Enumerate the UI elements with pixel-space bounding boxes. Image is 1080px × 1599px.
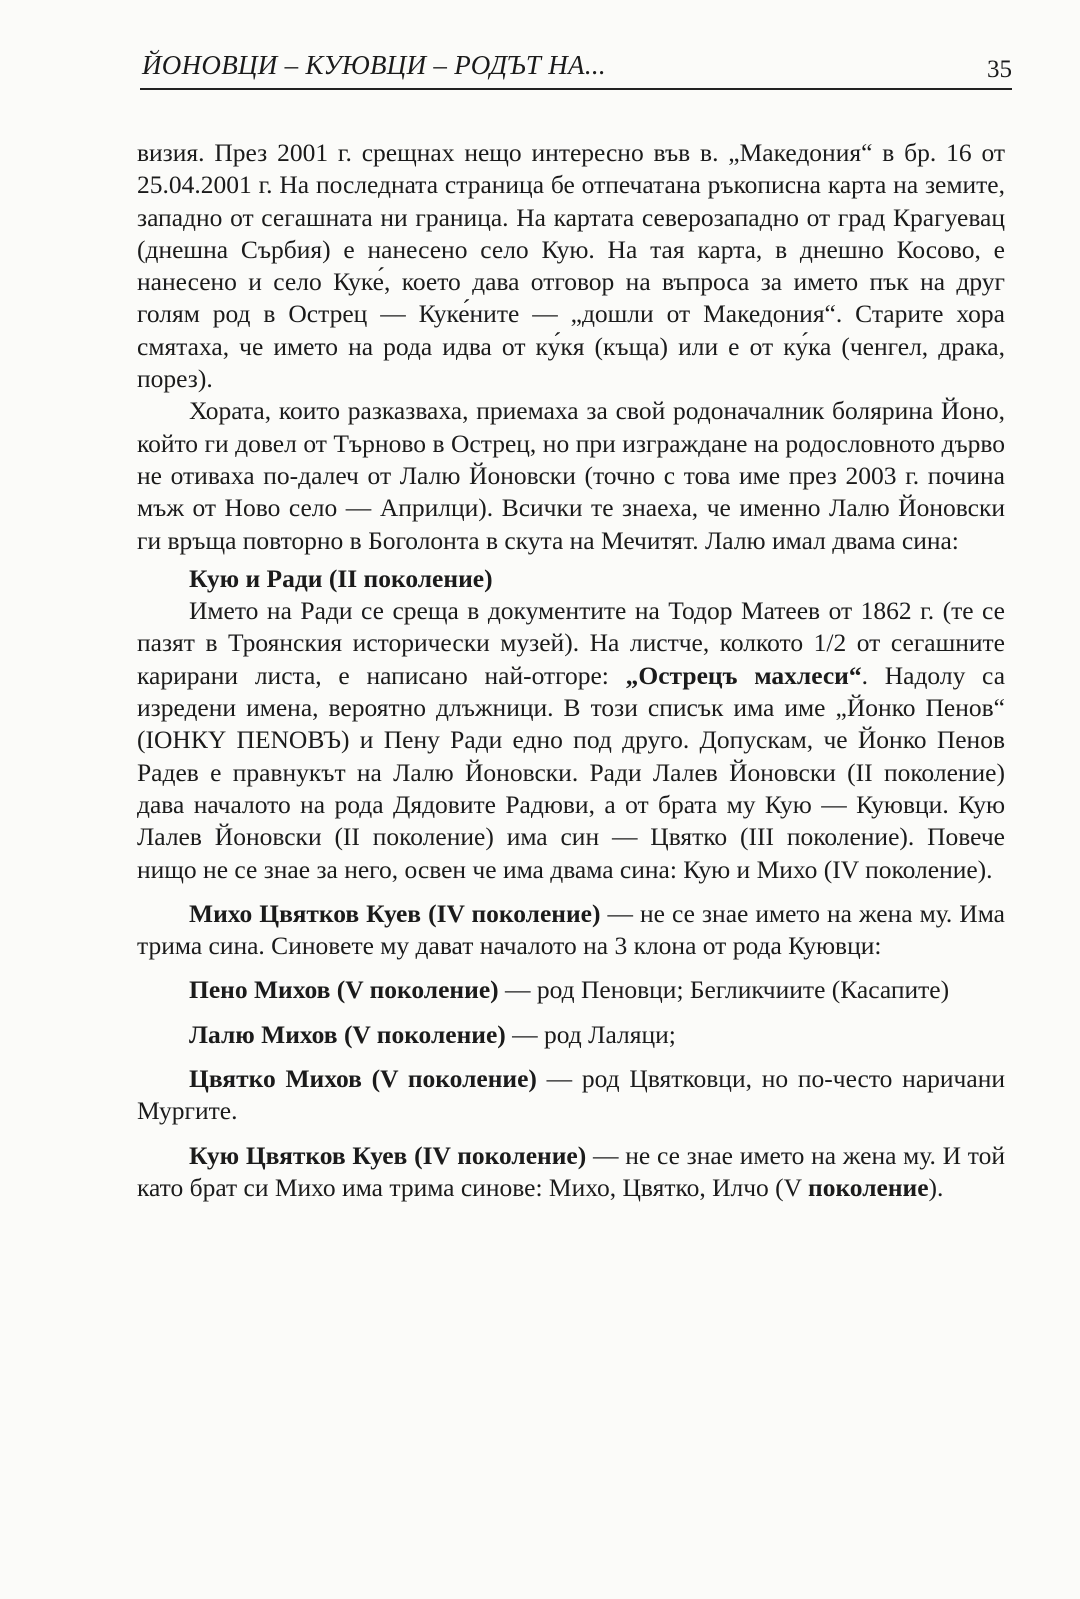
paragraph-tsvyatko: Цвятко Михов (V поколение) — род Цвятковци, но по-често наричани Мургите. (137, 1064, 1005, 1126)
paragraph-miho: Михо Цвятков Куев (IV поколение) — не се знае името на жена му. Има трима сина. Синовете му дават началото на 3 клона от рода Куювци: (137, 898, 1005, 961)
section-heading: Кую и Ради (II поколение) (189, 563, 493, 593)
running-title: ЙОНОВЦИ – КУЮВЦИ – РОДЪТ НА... (142, 50, 606, 80)
paragraph-ancestors: Хората, които разказваха, приемаха за свой родоначалник болярина Йоно, който ги довел от Търново в Острец, но при изграждане на родословното дърво не отиваха по-далеч от Лалю Йоновски (точно с това име през 2003 г. почина мъж от Ново село — Априлци). Всички те знаеха, че именно Лалю Йоновски ги връща повторно в Боголонта в скута на Мечитят. Лалю имал двама сина: (137, 396, 1005, 555)
paragraph-peno: Пено Михов (V поколение) — род Пеновци; Бегликчиите (Касапите) (189, 975, 950, 1005)
page-number: 35 (987, 56, 1012, 83)
header-rule (140, 88, 1012, 90)
page-header (142, 40, 1012, 90)
paragraph-continuation: визия. През 2001 г. срещнах нещо интересно във в. „Македония“ в бр. 16 от 25.04.2001 г. На последната страница бе отпечатана ръкописна карта на земите, западно от сегашната ни граница. На картата северозападно от град Крагуевац (днешна Сърбия) е нанесено село Кую. На тая карта, в днешно Косово, е нанесено и село Куке́, което дава отговор на въпроса за името пък на друг голям род в Острец — Куке́ните — „дошли от Македония“. Старите хора смятаха, че името на рода идва от ку́кя (къща) или е от ку́ка (ченгел, драка, порез). (137, 138, 1005, 394)
paragraph-radi: Името на Ради се среща в документите на Тодор Матеев от 1862 г. (те се пазят в Троянския исторически музей). На листче, колкото 1/2 от сегашните карирани листа, е написано най-отгоре: „Острецъ махлеси“. Надолу са изредени имена, вероятно длъжници. В този списък има име „Йонко Пенов“ (ІОНКҮ ПЕNОВЪ) и Пену Ради едно под друго. Допускам, че Йонко Пенов Радев е правнукът на Лалю Йоновски. Ради Лалев Йоновски (II поколение) дава началото на рода Дядовите Радюви, а от брата му Кую — Куювци. Кую Лалев Йоновски (II поколение) има син — Цвятко (III поколение). Повече нищо не се знае за него, освен че има двама сина: Кую и Михо (IV поколение). (137, 596, 1006, 884)
paragraph-kuyu: Кую Цвятков Куев (IV поколение) — не се знае името на жена му. И той като брат си Михо има трима синове: Михо, Цвятко, Илчо (V поколение). (137, 1140, 1005, 1202)
paragraph-lalyu: Лалю Михов (V поколение) — род Лаляци; (189, 1019, 676, 1049)
body-text (137, 137, 1005, 1204)
